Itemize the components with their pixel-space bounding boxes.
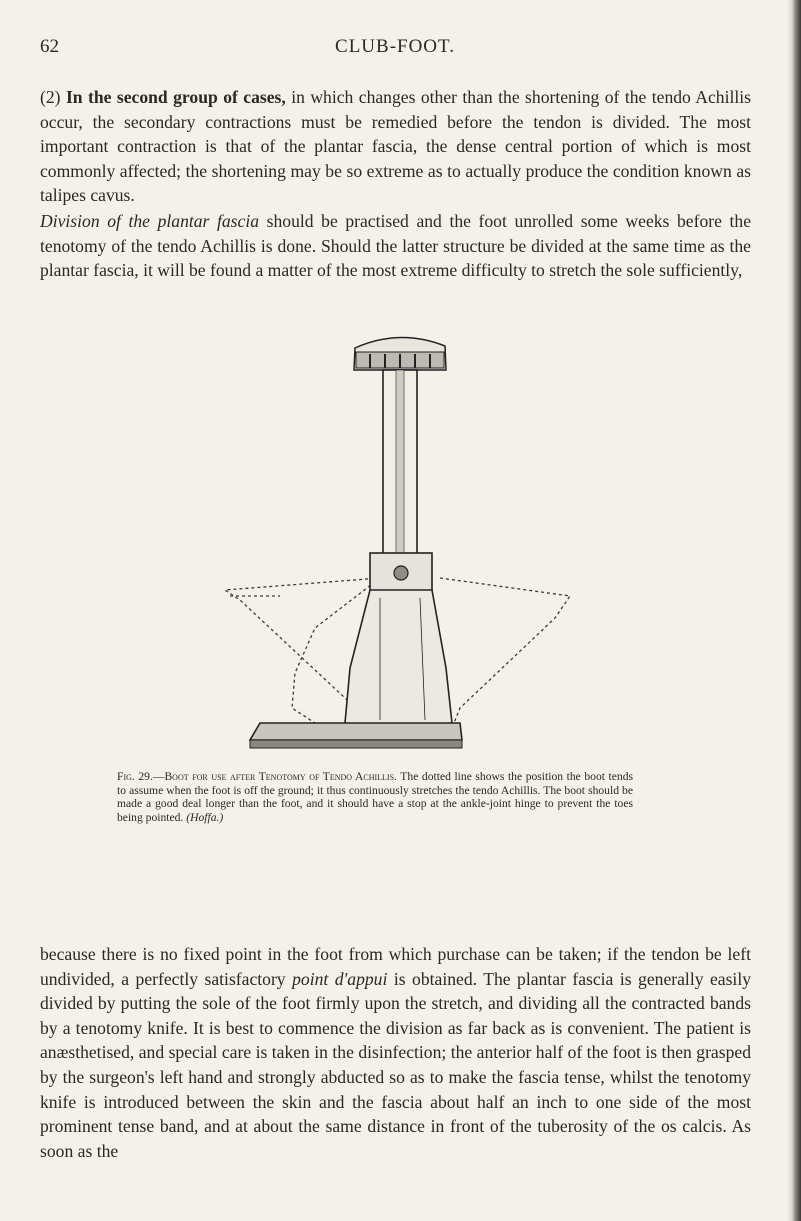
paragraph-2-text: should be practised and the foot unrolled some weeks before the tenotomy of the tendo Achillis is done. Should the latter structure be divided at the same time as the plantar fascia, it will be found a matter of the most extreme difficulty to stretch the sole sufficiently, [40,211,752,281]
paragraph-2-italic-heading: Division of the plantar fascia [40,211,260,231]
paragraph-3-italic-term: point d'appui [292,968,388,989]
paragraph-1-text: in which changes other than the shortening of the tendo Achillis occur, the secondary contractions must be remedied before the tendon is divided. The most important contraction is that of the plantar fascia, the dense central portion of which is most commonly affected; the shortening may be so extreme as to actually produce the condition known as talipes cavus. [40,87,752,206]
figure-label: Fig. 29. [117,770,153,783]
paragraph-1-lead: (2) [40,87,66,107]
running-title: CLUB-FOOT. [335,36,455,57]
figure-caption [117,770,633,824]
page-edge-shadow [787,0,801,1221]
paragraph-1 [40,85,751,208]
page-header [40,36,750,60]
figure-credit: (Hoffa.) [186,810,224,824]
figure-title: —Boot for use after Tenotomy of Tendo Achillis. [152,770,397,783]
central-upright [383,370,417,560]
boot-illustration [220,328,590,763]
paragraph-3 [40,942,751,1163]
page-number: 62 [40,36,59,57]
upper-strap [354,337,446,370]
figure-caption-body: The dotted line shows the position the boot tends to assume when the foot is off the ground; it thus continuously stretches the tendo Achillis. The boot should be made a good deal longer than the foot, and it should have a stop at the ankle-joint hinge to prevent the toes being pointed. [117,770,634,824]
paragraph-1-bold-heading: In the second group of cases, [65,87,286,107]
sole-plate [250,723,462,748]
paragraph-3-text-a: because there is no fixed point in the foot from which purchase can be taken; if the tendon be left undivided, a perfectly satisfactory [40,944,751,989]
boot-body [345,590,452,728]
paragraph-2 [40,209,751,283]
paragraph-3-text-b: is obtained. The plantar fascia is generally easily divided by putting the sole of the foot firmly upon the stretch, and dividing all the contracted bands by a tenotomy knife. It is best to commence the division as far back as is convenient. The patient is anæsthetised, and special care is taken in the disinfection; the anterior half of the foot is then grasped by the surgeon's left hand and strongly abducted so as to make the fascia tense, whilst the tenotomy knife is introduced between the skin and the fascia about half an inch to one side of the most prominent tense band, and at about the same distance in front of the tuberosity of the os calcis. As soon as the [40,968,752,1161]
